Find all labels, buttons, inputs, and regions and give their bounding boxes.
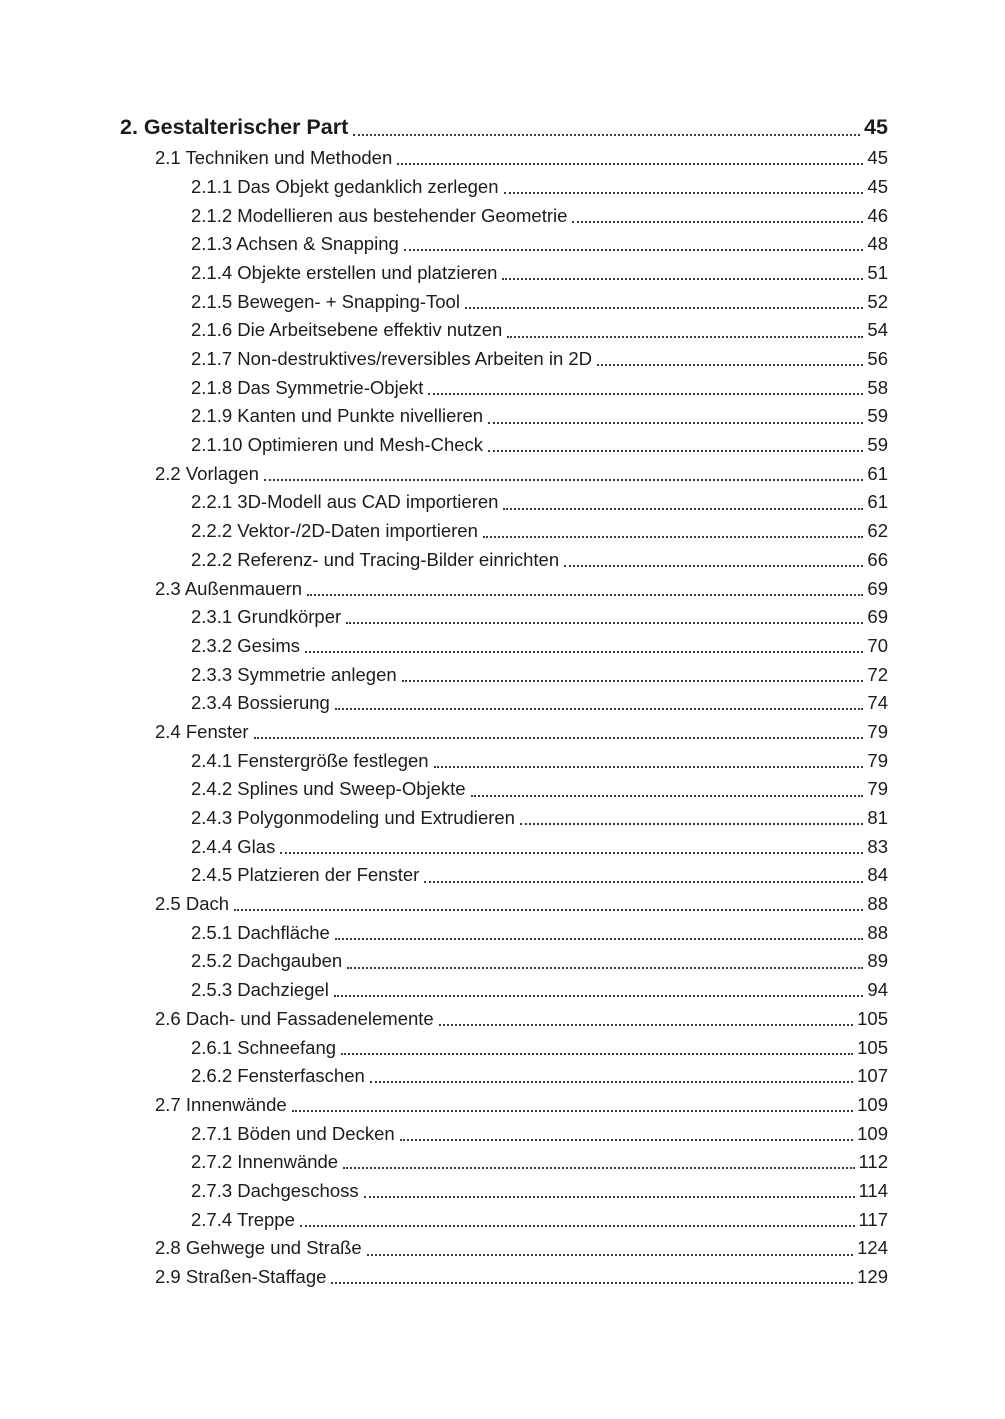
toc-entry-13 — [120, 485, 888, 514]
toc-entry-30 — [120, 973, 888, 1002]
leader-dots — [507, 336, 863, 338]
toc-entry-9 — [120, 370, 888, 399]
leader-dots — [305, 651, 863, 653]
toc-entry-label: 2.4.5 Platzieren der Fenster — [191, 864, 420, 886]
toc-entry-label: 2. Gestalterischer Part — [120, 114, 349, 139]
toc-entry-label: 2.2.2 Referenz- und Tracing-Bilder einrichten — [191, 548, 560, 570]
leader-dots — [404, 249, 864, 251]
toc-entry-label: 2.3 Außenmauern — [155, 577, 303, 599]
leader-dots — [520, 823, 863, 825]
toc-entry-page-number: 88 — [867, 893, 888, 915]
toc-entry-label: 2.3.2 Gesims — [191, 634, 300, 656]
leader-dots — [503, 508, 863, 510]
leader-dots — [564, 565, 863, 567]
toc-entry-10 — [120, 399, 888, 428]
toc-entry-3 — [120, 198, 888, 227]
toc-entry-6 — [120, 284, 888, 313]
toc-entry-page-number: 124 — [857, 1237, 888, 1259]
toc-entry-8 — [120, 342, 888, 371]
toc-entry-page-number: 45 — [864, 114, 888, 139]
toc-entry-1 — [120, 141, 888, 170]
toc-entry-28 — [120, 915, 888, 944]
toc-entry-label: 2.5.1 Dachfläche — [191, 921, 330, 943]
toc-entry-11 — [120, 428, 888, 457]
toc-entry-label: 2.5.3 Dachziegel — [191, 979, 329, 1001]
toc-entry-label: 2.9 Straßen-Staffage — [155, 1266, 327, 1287]
toc-entry-40 — [120, 1260, 888, 1289]
leader-dots — [439, 1024, 853, 1026]
toc-entry-page-number: 109 — [857, 1093, 888, 1115]
toc-entry-page-number: 61 — [867, 462, 888, 484]
leader-dots — [424, 881, 863, 883]
toc-entry-label: 2.7 Innenwände — [155, 1093, 287, 1115]
toc-entry-label: 2.1.1 Das Objekt gedanklich zerlegen — [191, 175, 499, 197]
leader-dots — [280, 852, 863, 854]
toc-entry-page-number: 66 — [867, 548, 888, 570]
toc-entry-39 — [120, 1231, 888, 1260]
leader-dots — [367, 1254, 853, 1256]
toc-entry-page-number: 74 — [867, 692, 888, 714]
toc-entry-18 — [120, 628, 888, 657]
toc-entry-page-number: 69 — [867, 606, 888, 628]
toc-entry-label: 2.4.3 Polygonmodeling und Extrudieren — [191, 807, 515, 828]
toc-entry-page-number: 88 — [867, 921, 888, 943]
toc-entry-label: 2.2.1 3D-Modell aus CAD importieren — [191, 491, 499, 513]
toc-entry-32 — [120, 1030, 888, 1059]
leader-dots — [292, 1110, 853, 1112]
leader-dots — [465, 307, 863, 309]
toc-entry-page-number: 62 — [867, 520, 888, 542]
toc-entry-page-number: 81 — [867, 807, 888, 828]
toc-entry-12 — [120, 456, 888, 485]
leader-dots — [572, 221, 863, 223]
toc-entry-label: 2.6.2 Fensterfaschen — [191, 1065, 365, 1087]
toc-entry-25 — [120, 829, 888, 858]
toc-entry-23 — [120, 772, 888, 801]
toc-entry-2 — [120, 169, 888, 198]
toc-entry-page-number: 61 — [867, 491, 888, 513]
leader-dots — [264, 479, 864, 481]
toc-entry-0 — [120, 112, 888, 141]
leader-dots — [234, 909, 863, 911]
toc-entry-21 — [120, 714, 888, 743]
leader-dots — [254, 737, 864, 739]
toc-entry-page-number: 56 — [867, 348, 888, 369]
toc-entry-label: 2.1.5 Bewegen- + Snapping-Tool — [191, 290, 460, 312]
toc-entry-page-number: 89 — [867, 950, 888, 972]
toc-entry-page-number: 59 — [867, 434, 888, 456]
leader-dots — [341, 1053, 853, 1055]
leader-dots — [307, 594, 863, 596]
toc-entry-page-number: 129 — [857, 1266, 888, 1287]
toc-entry-label: 2.7.2 Innenwände — [191, 1151, 339, 1173]
leader-dots — [300, 1225, 855, 1227]
toc-entry-label: 2.1.6 Die Arbeitsebene effektiv nutzen — [191, 319, 503, 341]
leader-dots — [502, 278, 863, 280]
toc-entry-page-number: 79 — [867, 720, 888, 742]
toc-entry-page-number: 45 — [867, 147, 888, 169]
leader-dots — [343, 1167, 854, 1169]
toc-entry-label: 2.3.4 Bossierung — [191, 692, 330, 714]
leader-dots — [346, 622, 863, 624]
toc-entry-24 — [120, 801, 888, 830]
toc-entry-29 — [120, 944, 888, 973]
toc-entry-page-number: 54 — [867, 319, 888, 341]
toc-entry-label: 2.3.3 Symmetrie anlegen — [191, 663, 397, 685]
leader-dots — [483, 536, 864, 538]
toc-entry-label: 2.5 Dach — [155, 893, 230, 915]
leader-dots — [364, 1196, 855, 1198]
leader-dots — [471, 795, 864, 797]
toc-entry-31 — [120, 1001, 888, 1030]
toc-entry-label: 2.1.10 Optimieren und Mesh-Check — [191, 434, 484, 456]
toc-entry-26 — [120, 858, 888, 887]
toc-entry-label: 2.4.2 Splines und Sweep-Objekte — [191, 778, 466, 800]
toc-entry-page-number: 117 — [858, 1208, 888, 1230]
toc-entry-page-number: 48 — [867, 233, 888, 255]
leader-dots — [335, 938, 864, 940]
toc-entry-page-number: 109 — [857, 1122, 888, 1144]
leader-dots — [334, 995, 864, 997]
toc-entry-label: 2.4.4 Glas — [191, 835, 276, 857]
toc-entry-5 — [120, 255, 888, 284]
toc-entry-page-number: 105 — [857, 1007, 888, 1029]
leader-dots — [353, 134, 860, 136]
toc-entry-label: 2.5.2 Dachgauben — [191, 950, 343, 972]
toc-entry-label: 2.7.1 Böden und Decken — [191, 1122, 395, 1144]
toc-entry-16 — [120, 571, 888, 600]
toc-entry-page-number: 51 — [867, 261, 888, 283]
toc-entry-page-number: 79 — [867, 749, 888, 771]
toc-entry-page-number: 94 — [867, 979, 888, 1001]
toc-entry-7 — [120, 313, 888, 342]
leader-dots — [331, 1282, 853, 1284]
toc-entry-page-number: 46 — [867, 204, 888, 226]
leader-dots — [402, 680, 864, 682]
toc-entry-label: 2.4 Fenster — [155, 720, 249, 742]
toc-entry-label: 2.3.1 Grundkörper — [191, 606, 342, 628]
toc-entry-label: 2.6.1 Schneefang — [191, 1036, 337, 1058]
toc-entry-page-number: 105 — [857, 1036, 888, 1058]
toc-entry-label: 2.1.8 Das Symmetrie-Objekt — [191, 376, 424, 398]
toc-entry-label: 2.2 Vorlagen — [155, 462, 259, 484]
toc-entry-17 — [120, 600, 888, 629]
toc-entry-19 — [120, 657, 888, 686]
toc-entry-page-number: 69 — [867, 577, 888, 599]
leader-dots — [434, 766, 864, 768]
toc-entry-27 — [120, 887, 888, 916]
toc-entry-38 — [120, 1202, 888, 1231]
toc-entry-36 — [120, 1145, 888, 1174]
toc-entry-4 — [120, 227, 888, 256]
toc-entry-label: 2.1.9 Kanten und Punkte nivellieren — [191, 405, 484, 427]
leader-dots — [488, 450, 863, 452]
toc-entry-37 — [120, 1173, 888, 1202]
toc-entry-label: 2.7.4 Treppe — [191, 1208, 295, 1230]
toc-entry-14 — [120, 514, 888, 543]
leader-dots — [370, 1081, 853, 1083]
leader-dots — [428, 393, 863, 395]
leader-dots — [397, 163, 863, 165]
toc-entry-34 — [120, 1087, 888, 1116]
toc-entry-page-number: 70 — [867, 634, 888, 656]
toc-entry-15 — [120, 542, 888, 571]
toc-entry-page-number: 79 — [867, 778, 888, 800]
leader-dots — [504, 192, 864, 194]
toc-entry-page-number: 83 — [867, 835, 888, 857]
toc-entry-page-number: 58 — [867, 376, 888, 398]
leader-dots — [400, 1139, 853, 1141]
toc-entry-page-number: 84 — [867, 864, 888, 886]
toc-entry-label: 2.7.3 Dachgeschoss — [191, 1179, 359, 1201]
table-of-contents — [120, 112, 888, 1288]
toc-entry-20 — [120, 686, 888, 715]
toc-entry-page-number: 59 — [867, 405, 888, 427]
toc-entry-label: 2.4.1 Fenstergröße festlegen — [191, 749, 429, 771]
toc-entry-22 — [120, 743, 888, 772]
toc-entry-page-number: 52 — [867, 290, 888, 312]
leader-dots — [347, 967, 863, 969]
toc-entry-33 — [120, 1059, 888, 1088]
leader-dots — [335, 708, 864, 710]
toc-entry-label: 2.1.4 Objekte erstellen und platzieren — [191, 261, 498, 283]
toc-entry-page-number: 72 — [867, 663, 888, 685]
toc-entry-label: 2.1.2 Modellieren aus bestehender Geometrie — [191, 204, 568, 226]
toc-entry-label: 2.8 Gehwege und Straße — [155, 1237, 362, 1259]
toc-entry-35 — [120, 1116, 888, 1145]
toc-entry-page-number: 107 — [857, 1065, 888, 1087]
leader-dots — [597, 364, 863, 366]
leader-dots — [488, 422, 863, 424]
toc-entry-label: 2.1 Techniken und Methoden — [155, 147, 393, 169]
toc-entry-page-number: 45 — [867, 175, 888, 197]
toc-entry-label: 2.1.7 Non-destruktives/reversibles Arbeiten in 2D — [191, 348, 593, 369]
toc-entry-label: 2.6 Dach- und Fassadenelemente — [155, 1007, 434, 1029]
toc-entry-page-number: 114 — [858, 1179, 888, 1201]
toc-entry-label: 2.2.2 Vektor-/2D-Daten importieren — [191, 520, 478, 542]
toc-entry-label: 2.1.3 Achsen & Snapping — [191, 233, 399, 255]
toc-entry-page-number: 112 — [858, 1151, 888, 1173]
